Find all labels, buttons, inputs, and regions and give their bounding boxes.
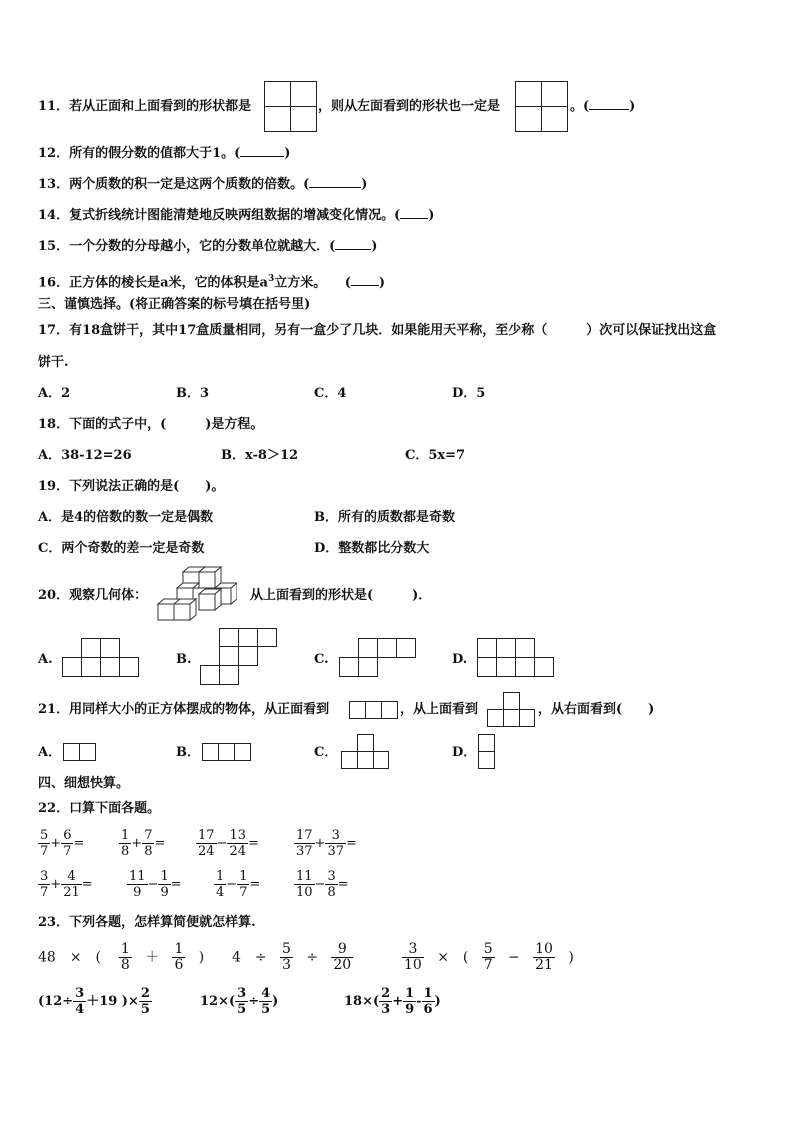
- question-21: 21．用同样大小的正方体摆成的物体，从正面看到: [38, 702, 330, 717]
- q22-item-3: $\frac{17}{24}$ − $\frac{13}{24}$ =: [198, 828, 259, 859]
- q18-option-c[interactable]: C．5x=7: [405, 448, 466, 463]
- answer-blank[interactable]: [351, 285, 379, 286]
- q22-item-4: $\frac{17}{37}$ + $\frac{3}{37}$ =: [296, 828, 357, 859]
- q20-option-c[interactable]: C.: [314, 652, 329, 667]
- q11-grid-figure-2: [515, 81, 568, 132]
- q19-option-a[interactable]: A．是4的倍数的数一定是偶数: [38, 510, 214, 525]
- q18-option-a[interactable]: A．38-12=26: [38, 448, 132, 463]
- question-19: 19．下列说法正确的是( )。: [38, 479, 225, 494]
- q17-option-c[interactable]: C．4: [314, 386, 347, 401]
- q20-option-d[interactable]: D.: [452, 652, 468, 667]
- q22-item-2: $\frac{1}{8}$ + $\frac{7}{8}$ =: [121, 828, 166, 859]
- question-22: 22．口算下面各题。: [38, 801, 161, 816]
- q11-text: 11．若从正面和上面看到的形状都是: [38, 99, 252, 114]
- question-18: 18．下面的式子中，( )是方程。: [38, 417, 264, 432]
- q11-text-2: ，则从左面看到的形状也一定是: [318, 99, 501, 114]
- q21-text-3: ，从右面看到( ): [538, 702, 655, 717]
- question-16: 16．正方体的棱长是a米，它的体积是$a^3$立方米。 ( ): [38, 274, 386, 291]
- question-11: [38, 98, 251, 116]
- q21-top-view: [487, 692, 535, 727]
- answer-blank[interactable]: [240, 156, 284, 157]
- q20-option-c-figure: [339, 638, 416, 677]
- q23-expr-6: 18×( $\frac{2}{3}$ + $\frac{1}{9}$ - $\frac{1}{6}$ ): [344, 986, 441, 1017]
- q23-expr-1: 48 × ( $\frac{1}{8}$ ＋ $\frac{1}{6}$ ): [38, 941, 205, 973]
- question-20: 20．观察几何体：: [38, 588, 148, 603]
- question-20-tail: 从上面看到的形状是( )．: [250, 588, 432, 603]
- q21-option-b[interactable]: B．: [176, 745, 200, 760]
- q17-option-b[interactable]: B．3: [176, 386, 210, 401]
- q20-option-a[interactable]: A.: [38, 652, 53, 667]
- q19-option-d[interactable]: D．整数都比分数大: [314, 541, 430, 556]
- question-17-line2: 饼干.: [38, 355, 69, 370]
- cube-solid-figure: [155, 566, 237, 622]
- answer-blank[interactable]: [309, 187, 361, 188]
- q21-option-b-figure: [202, 743, 251, 761]
- section-4-heading: 四、细想快算。: [38, 776, 130, 791]
- q22-item-7: $\frac{1}{4}$ − $\frac{1}{7}$ =: [216, 869, 261, 900]
- q21-front-view: [349, 701, 398, 719]
- q20-option-a-figure: [62, 638, 139, 677]
- q23-expr-3: $\frac{3}{10}$ × ( $\frac{5}{7}$ − $\frac{10}{21}$ ): [404, 941, 574, 973]
- q21-text-2: ，从上面看到: [400, 702, 479, 717]
- q22-item-6: $\frac{11}{9}$ − $\frac{1}{9}$ =: [129, 869, 182, 900]
- q21-option-d-figure: [478, 734, 495, 769]
- q20-option-d-figure: [477, 638, 554, 677]
- question-15: 15．一个分数的分母越小，它的分数单位就越大．( ): [38, 239, 378, 254]
- q17-option-d[interactable]: D．5: [452, 386, 486, 401]
- q22-item-1: $\frac{5}{7}$ + $\frac{6}{7}$ =: [40, 828, 85, 859]
- q21-option-c-figure: [341, 734, 389, 769]
- answer-blank[interactable]: [400, 218, 428, 219]
- question-17: 17．有18盒饼干，其中17盒质量相同，另有一盒少了几块．如果能用天平称，至少称（ ）次可以保证找出这盒: [38, 323, 717, 338]
- q18-option-b[interactable]: B．x-8＞12: [221, 448, 299, 463]
- q21-option-a-figure: [63, 743, 96, 761]
- q20-option-b[interactable]: B.: [176, 652, 192, 667]
- q17-option-a[interactable]: A．2: [38, 386, 71, 401]
- q22-item-8: $\frac{11}{10}$ − $\frac{3}{8}$ =: [296, 869, 349, 900]
- q23-expr-2: 4 ÷ $\frac{5}{3}$ ÷ $\frac{9}{20}$: [232, 941, 352, 973]
- q23-expr-4: (12÷ $\frac{3}{4}$ ＋19 )× $\frac{2}{5}$: [38, 986, 150, 1017]
- q20-option-b-figure: [200, 628, 277, 685]
- question-12: 12．所有的假分数的值都大于1。( ): [38, 146, 291, 161]
- q21-option-a[interactable]: A．: [38, 745, 62, 760]
- question-14: 14．复式折线统计图能清楚地反映两组数据的增减变化情况。( ): [38, 208, 435, 223]
- question-13: 13．两个质数的积一定是这两个质数的倍数。( ): [38, 177, 368, 192]
- answer-blank[interactable]: [335, 249, 371, 250]
- q11-grid-figure-1: [264, 81, 317, 132]
- q23-expr-5: 12×( $\frac{3}{5}$ ÷ $\frac{4}{5}$ ): [200, 986, 279, 1017]
- section-3-heading: 三、谨慎选择。(将正确答案的标号填在括号里): [38, 297, 311, 312]
- q19-option-c[interactable]: C．两个奇数的差一定是奇数: [38, 541, 205, 556]
- q11-paren-open: 。(: [570, 99, 590, 114]
- q22-item-5: $\frac{3}{7}$ + $\frac{4}{21}$ =: [40, 869, 93, 900]
- q21-option-d[interactable]: D．: [452, 745, 477, 760]
- q21-option-c[interactable]: C．: [314, 745, 338, 760]
- question-23: 23．下列各题，怎样算简便就怎样算.: [38, 915, 256, 930]
- q19-option-b[interactable]: B．所有的质数都是奇数: [314, 510, 455, 525]
